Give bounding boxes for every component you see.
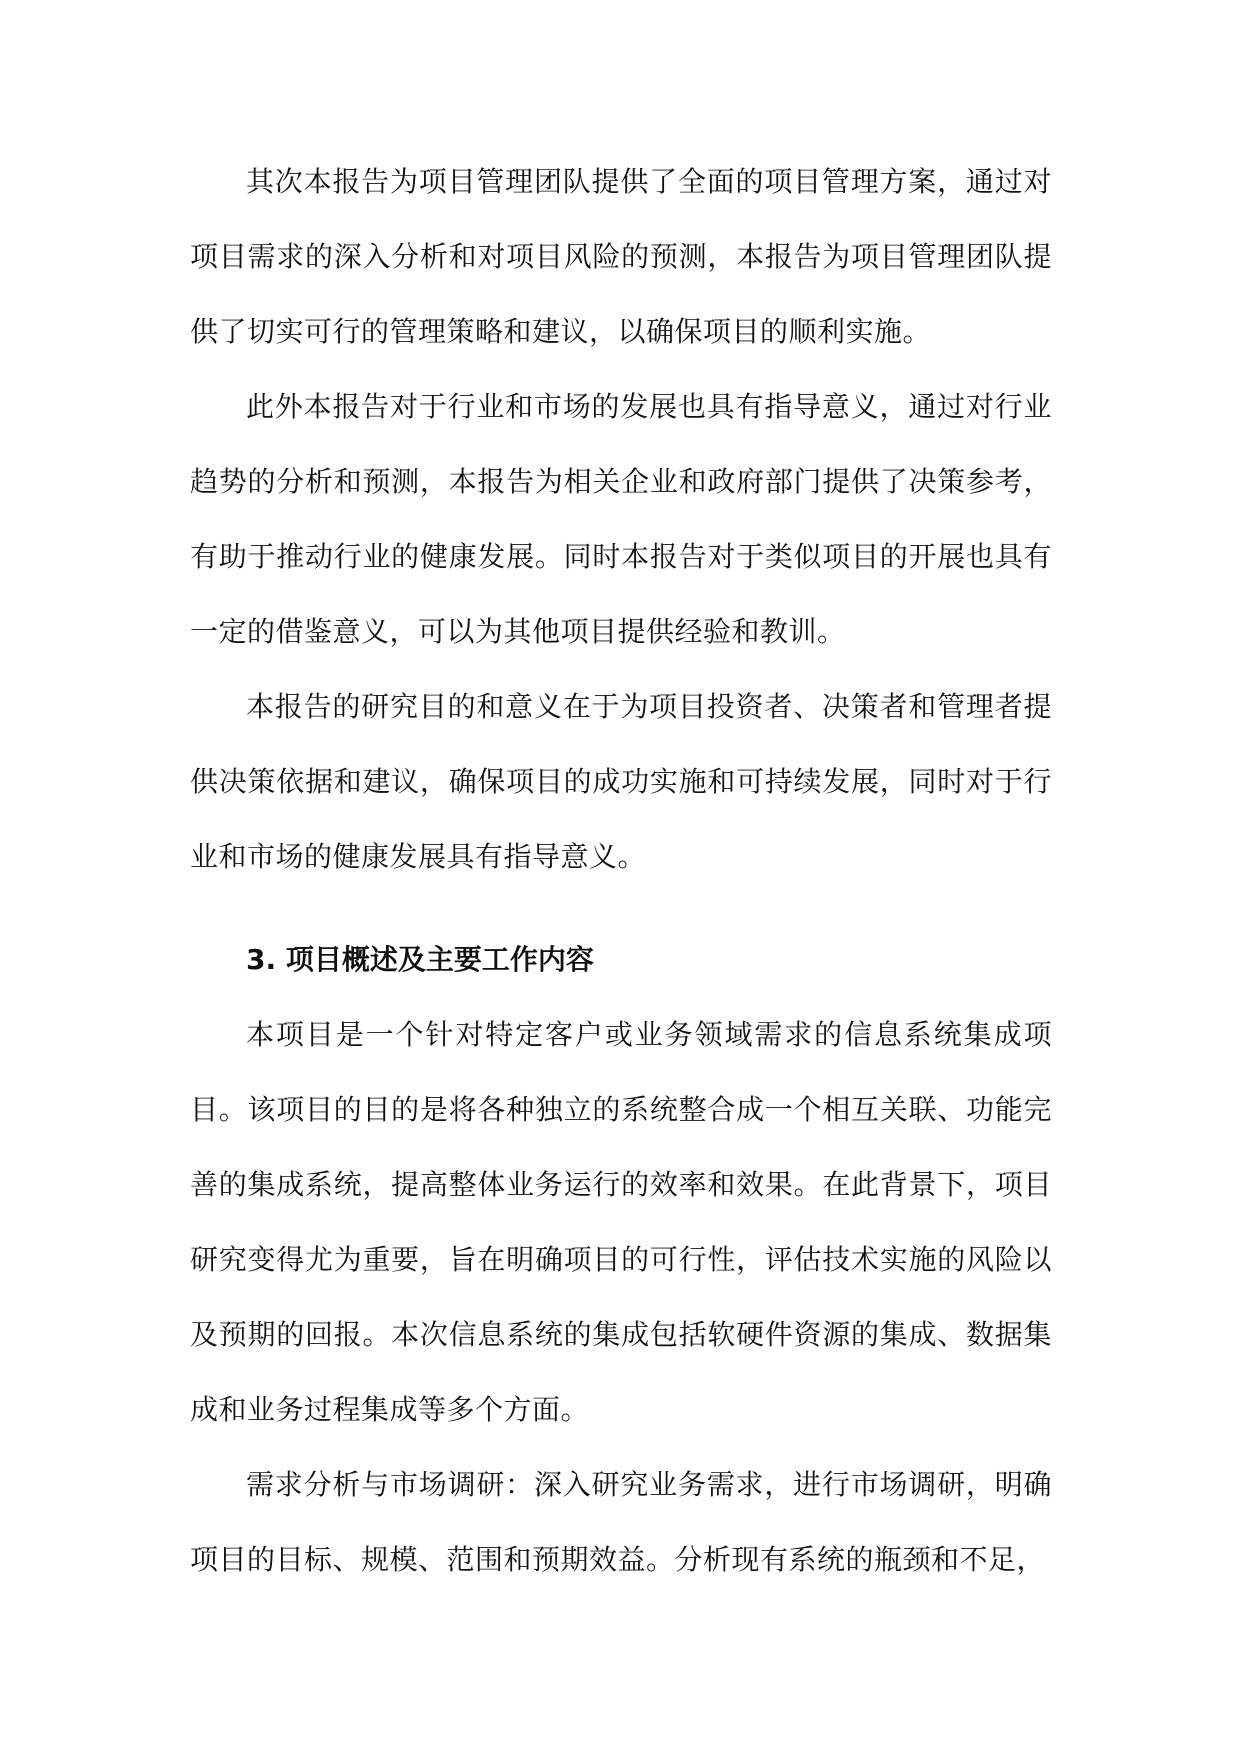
paragraph-industry-guidance: 此外本报告对于行业和市场的发展也具有指导意义，通过对行业趋势的分析和预测，本报告为相关企业和政府部门提供了决策参考，有助于推动行业的健康发展。同时本报告对于类似项目的开展也具有一定的借鉴意义，可以为其他项目提供经验和教训。 bbox=[190, 390, 1052, 648]
document-body bbox=[190, 144, 1052, 1597]
paragraph-project-overview: 本项目是一个针对特定客户或业务领域需求的信息系统集成项目。该项目的目的是将各种独立的系统整合成一个相互关联、功能完善的集成系统，提高整体业务运行的效率和效果。在此背景下，项目研究变得尤为重要，旨在明确项目的可行性，评估技术实施的风险以及预期的回报。本次信息系统的集成包括软硬件资源的集成、数据集成和业务过程集成等多个方面。 bbox=[190, 1018, 1052, 1426]
paragraph-management-plan: 其次本报告为项目管理团队提供了全面的项目管理方案，通过对项目需求的深入分析和对项目风险的预测，本报告为项目管理团队提供了切实可行的管理策略和建议，以确保项目的顺利实施。 bbox=[190, 165, 1052, 348]
paragraph-research-purpose: 本报告的研究目的和意义在于为项目投资者、决策者和管理者提供决策依据和建议，确保项目的成功实施和可持续发展，同时对于行业和市场的健康发展具有指导意义。 bbox=[190, 690, 1052, 873]
paragraph-requirements-analysis: 需求分析与市场调研：深入研究业务需求，进行市场调研，明确项目的目标、规模、范围和预期效益。分析现有系统的瓶颈和不足， bbox=[190, 1468, 1052, 1576]
section-heading: 3. 项目概述及主要工作内容 bbox=[246, 943, 594, 976]
